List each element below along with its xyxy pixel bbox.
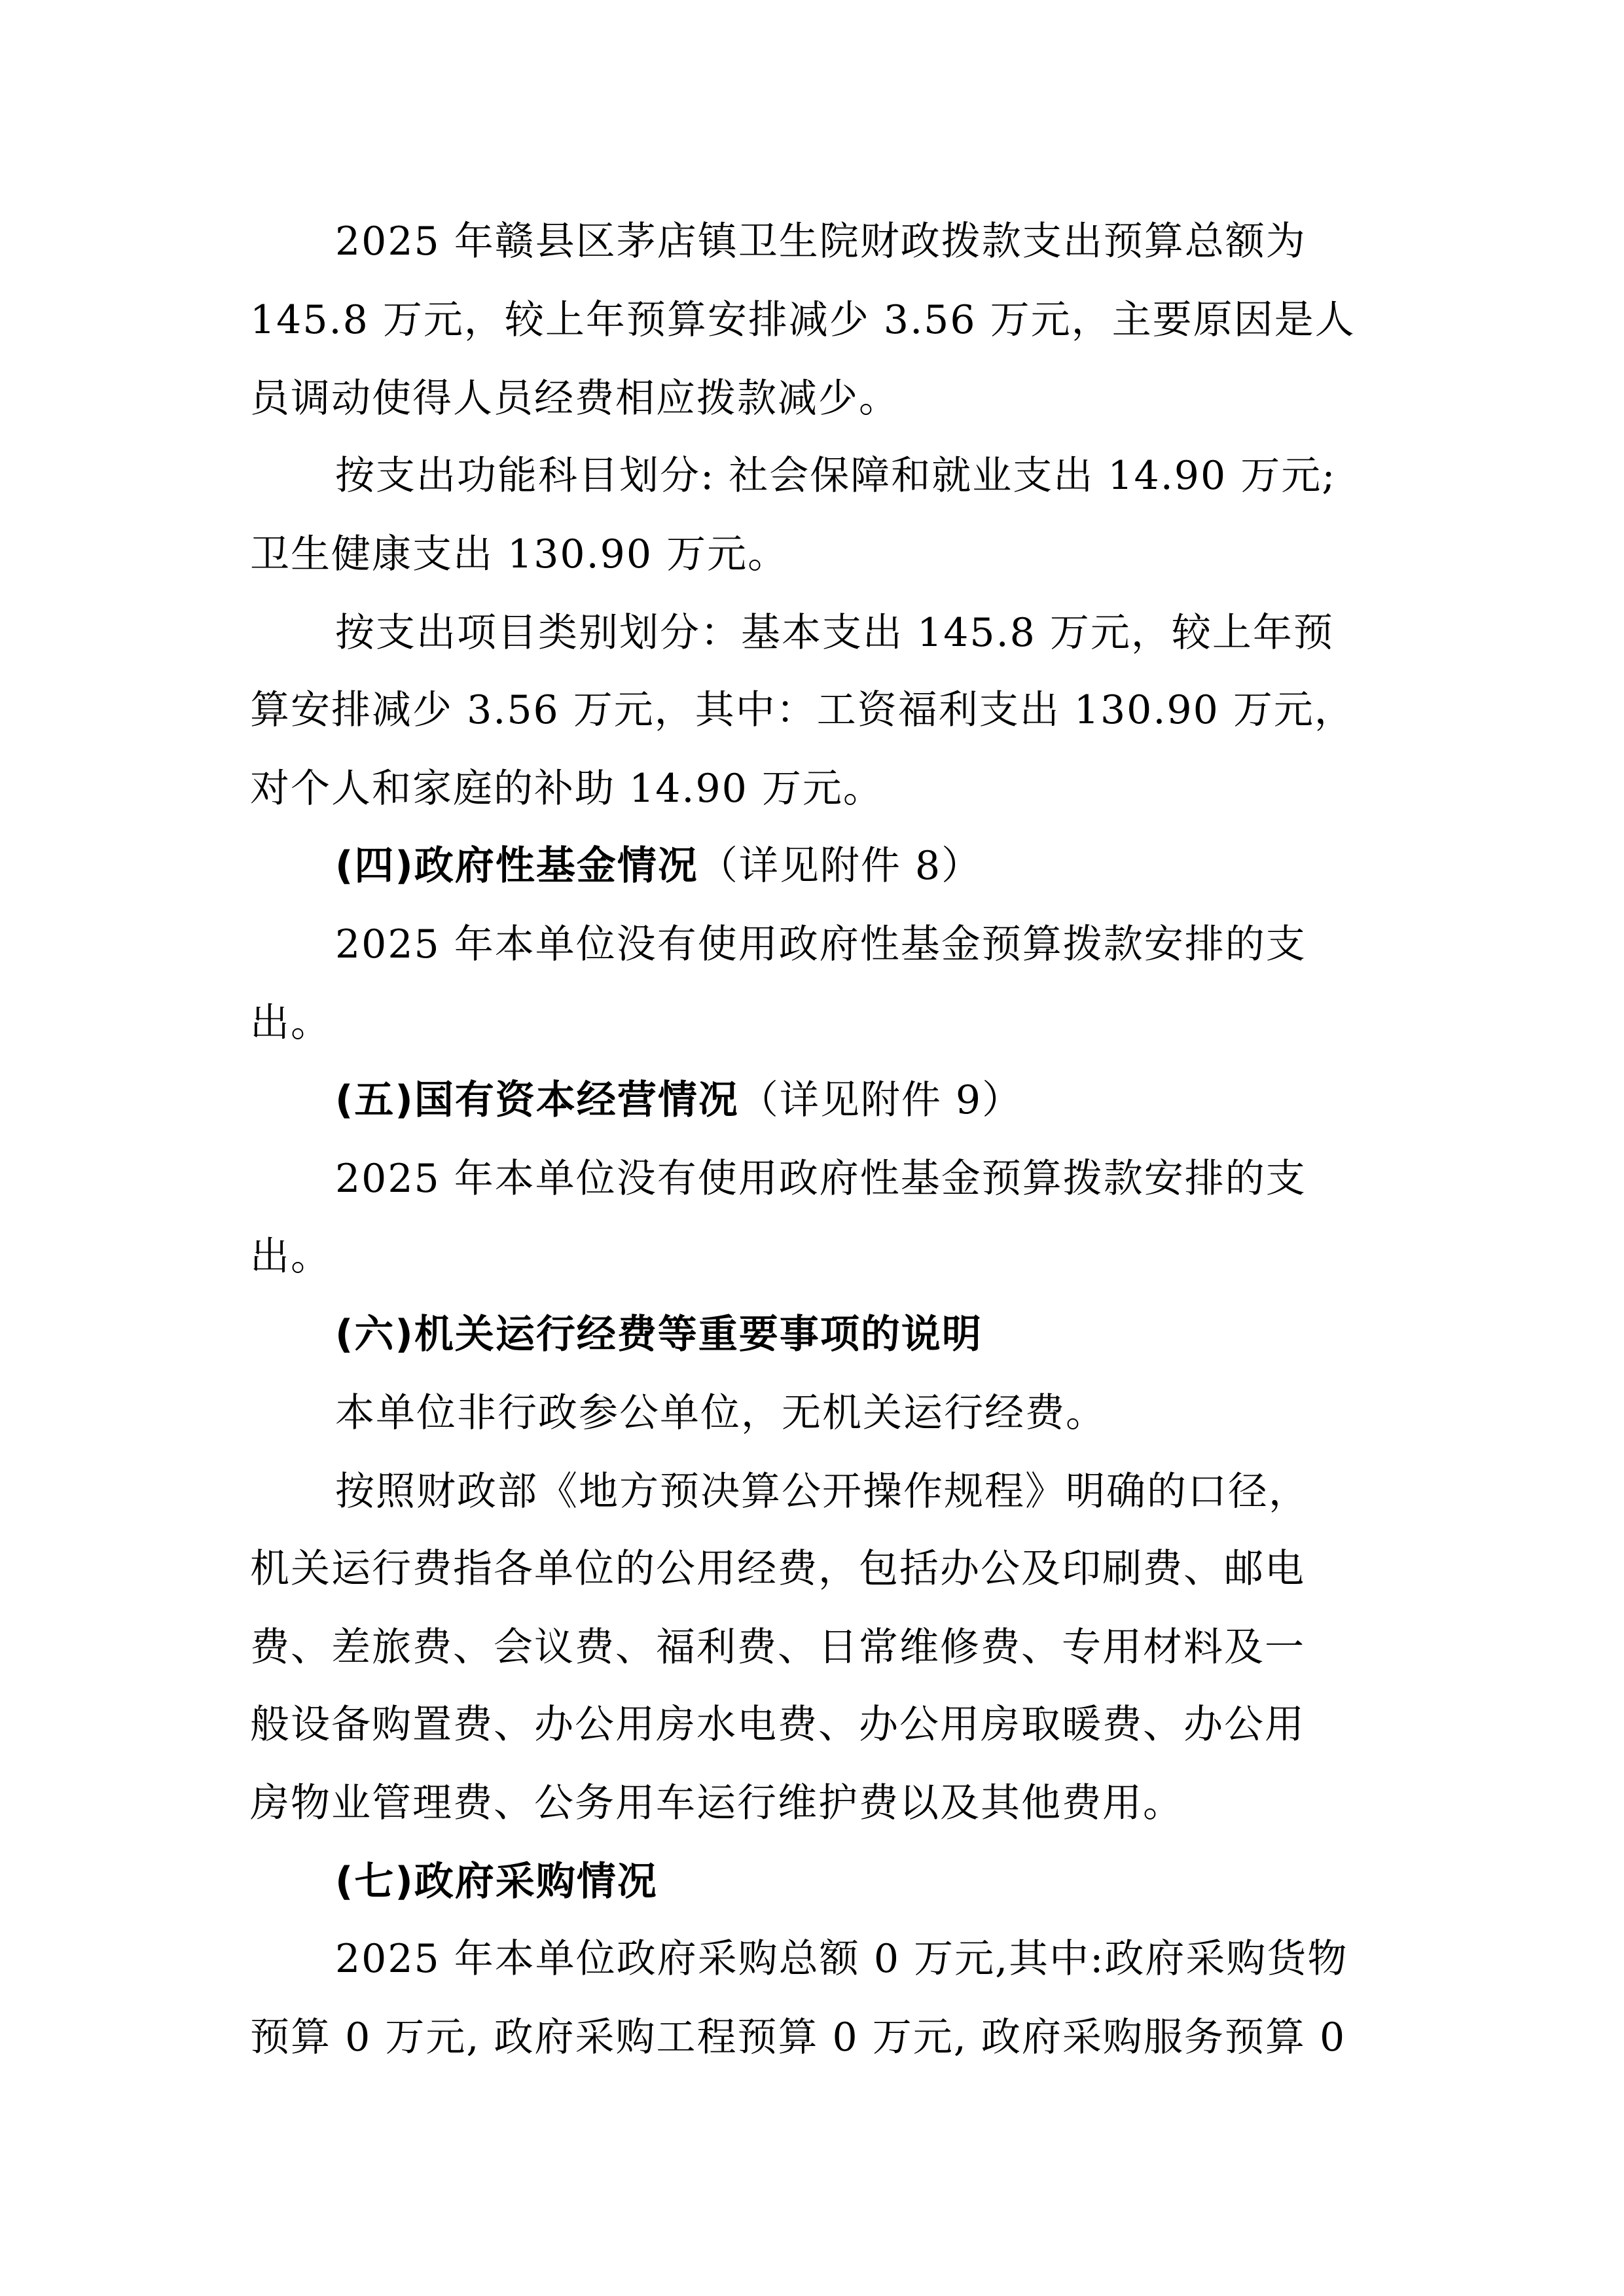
paragraph-line: 按照财政部《地方预决算公开操作规程》明确的口径，: [335, 1469, 1309, 1515]
paragraph-line: 房物业管理费、公务用车运行维护费以及其他费用。: [250, 1780, 1183, 1826]
paragraph-line: 费、差旅费、会议费、福利费、日常维修费、专用材料及一: [250, 1624, 1305, 1670]
paragraph-line: 卫生健康支出 130.90 万元。: [250, 531, 789, 577]
paragraph-line: 2025 年本单位没有使用政府性基金预算拨款安排的支: [335, 1156, 1307, 1202]
paragraph-line: 般设备购置费、办公用房水电费、办公用房取暖费、办公用: [250, 1702, 1305, 1748]
section-heading-procurement: [335, 1856, 658, 1908]
paragraph-line: 按支出项目类别划分：基本支出 145.8 万元，较上年预: [335, 610, 1334, 656]
paragraph-line: 145.8 万元，较上年预算安排减少 3.56 万元，主要原因是人: [250, 297, 1356, 343]
heading-title: (六)机关运行经费等重要事项的说明: [335, 1312, 983, 1357]
section-heading-operating-expenses: [335, 1308, 983, 1361]
paragraph-line: 按支出功能科目划分: 社会保障和就业支出 14.90 万元;: [335, 453, 1337, 499]
paragraph-line: 员调动使得人员经费相应拨款减少。: [250, 376, 899, 422]
paragraph-line: 预算 0 万元, 政府采购工程预算 0 万元, 政府采购服务预算 0: [250, 2015, 1346, 2060]
heading-note: （详见附件 8）: [698, 843, 983, 889]
paragraph-line: 对个人和家庭的补助 14.90 万元。: [250, 766, 884, 812]
section-heading-state-capital: [335, 1074, 1022, 1126]
section-heading-government-funds: [335, 840, 982, 892]
paragraph-line: 2025 年赣县区茅店镇卫生院财政拨款支出预算总额为: [335, 219, 1307, 264]
heading-title: (五)国有资本经营情况: [335, 1077, 739, 1123]
paragraph-line: 出。: [250, 1000, 331, 1046]
paragraph-line: 出。: [250, 1234, 331, 1280]
heading-note: （详见附件 9）: [738, 1077, 1023, 1123]
paragraph-line: 本单位非行政参公单位，无机关运行经费。: [335, 1390, 1106, 1436]
paragraph-line: 2025 年本单位没有使用政府性基金预算拨款安排的支: [335, 922, 1307, 967]
heading-title: (七)政府采购情况: [335, 1859, 658, 1905]
paragraph-line: 2025 年本单位政府采购总额 0 万元,其中:政府采购货物: [335, 1936, 1348, 1982]
paragraph-line: 机关运行费指各单位的公用经费，包括办公及印刷费、邮电: [250, 1546, 1305, 1592]
paragraph-line: 算安排减少 3.56 万元，其中：工资福利支出 130.90 万元，: [250, 687, 1355, 733]
heading-title: (四)政府性基金情况: [335, 843, 698, 889]
